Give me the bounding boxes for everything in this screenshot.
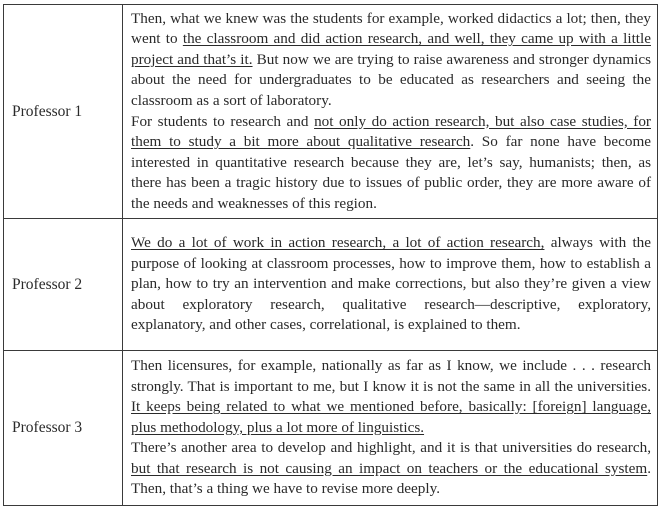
underlined-quote: It keeps being related to what we mentioned before, basically: [foreign] language, plus methodology, plus a lot more of linguistics. bbox=[131, 398, 651, 436]
table-row bbox=[4, 351, 658, 506]
quote-text: always with the purpose of looking at classroom processes, how to improve them, how to establish a plan, how to try an intervention and make corrections, but also they’re given a view about exploratory research, qualitative research—descriptive, exploratory, explanatory, and other cases, correlational, is explained to them. bbox=[131, 234, 651, 334]
quote-paragraph bbox=[131, 233, 651, 336]
quote-text: For students to research and bbox=[131, 112, 315, 130]
interview-table bbox=[3, 4, 658, 506]
quote-paragraph bbox=[131, 9, 651, 112]
quote-cell bbox=[123, 351, 658, 506]
quote-cell bbox=[123, 5, 658, 219]
quote-paragraph bbox=[131, 112, 651, 215]
quote-text: Then licensures, for example, nationally as far as I know, we include . . . research strongly. That is important to me, but I know it is not the same in all the universities. bbox=[131, 356, 651, 395]
quote-text: Then, what we knew was the students for example, worked didactics a lot; then, they went to bbox=[131, 9, 651, 48]
speaker-label: Professor 1 bbox=[4, 5, 123, 219]
quote-paragraph bbox=[131, 356, 651, 438]
speaker-label: Professor 2 bbox=[4, 219, 123, 351]
underlined-quote: the classroom and did action research, and well, they came up with a little project and that’s it. bbox=[131, 30, 651, 68]
underlined-quote: not only do action research, but also case studies, for them to study a bit more about qualitative research bbox=[131, 112, 651, 151]
quote-text: . So far none have become interested in quantitative research because they are, let’s say, humanists; then, as there has been a tragic history due to issues of public order, they are more aware of the needs and weaknesses of this region. bbox=[131, 133, 652, 212]
quote-cell bbox=[123, 219, 658, 351]
speaker-label: Professor 3 bbox=[4, 351, 123, 506]
table-row bbox=[4, 5, 658, 219]
quote-text: . Then, that’s a thing we have to revise more deeply. bbox=[131, 459, 651, 498]
table-row bbox=[4, 219, 658, 351]
quote-paragraph bbox=[131, 438, 651, 500]
quote-text: But now we are trying to raise awareness and stronger dynamics about the need for undergraduates to be educated as researchers and seeing the classroom as a sort of laboratory. bbox=[131, 50, 652, 109]
underlined-quote: but that research is not causing an impact on teachers or the educational system bbox=[131, 459, 648, 477]
quote-text: There’s another area to develop and highlight, and it is that universities do research, bbox=[131, 439, 651, 457]
underlined-quote: We do a lot of work in action research, a lot of action research, bbox=[131, 234, 545, 252]
